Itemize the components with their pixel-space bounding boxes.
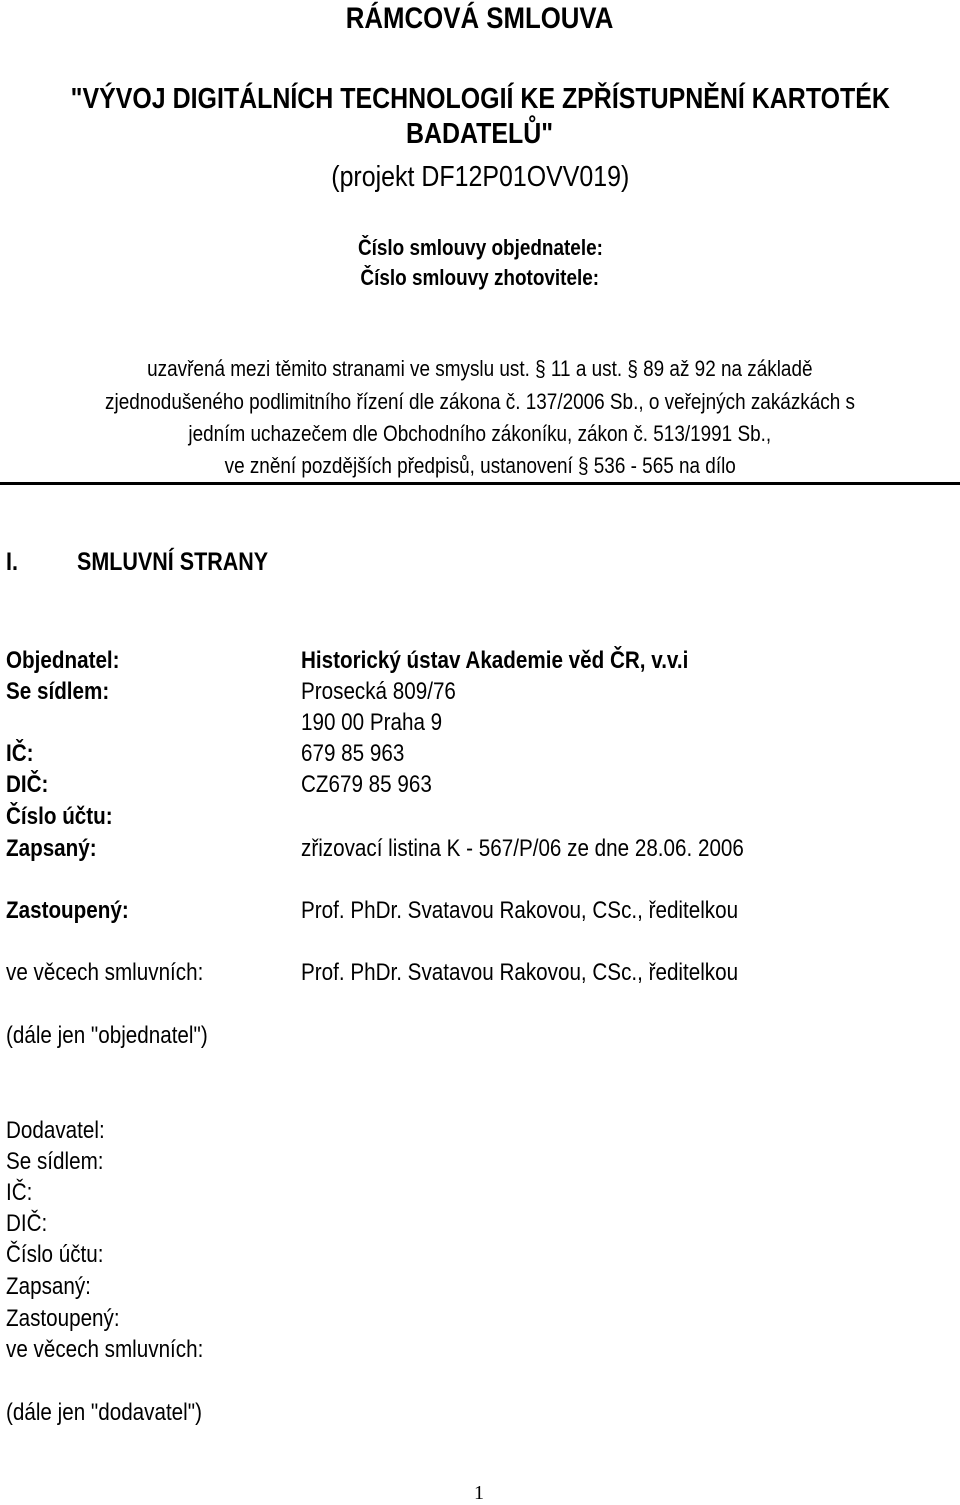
supplier-contract-matters-label: ve věcech smluvních: [6,1336,204,1363]
client-seat-label: Se sídlem: [6,678,110,705]
supplier-ic-label: IČ: [6,1179,33,1206]
intro-line-4: ve znění pozdějších předpisů, ustanovení § 536 - 565 na dílo [224,453,736,478]
client-account-label: Číslo účtu: [6,803,113,830]
intro-line-3: jedním uchazečem dle Obchodního zákoníku, zákon č. 513/1991 Sb., [188,421,772,446]
client-seat-city: 190 00 Praha 9 [301,709,443,736]
horizontal-rule [0,482,960,485]
client-note: (dále jen "objednatel") [6,1022,208,1049]
client-contract-number: Číslo smlouvy objednatele: [357,235,603,260]
supplier-account-label: Číslo účtu: [6,1241,104,1268]
client-dic-label: DIČ: [6,771,49,798]
intro-line-1: uzavřená mezi těmito stranami ve smyslu ust. § 11 a ust. § 89 až 92 na základě [147,356,813,381]
intro-line-2: zjednodušeného podlimitního řízení dle zákona č. 137/2006 Sb., o veřejných zakázkách s [105,389,855,414]
client-registered-label: Zapsaný: [6,835,97,862]
client-registered-value: zřizovací listina K - 567/P/06 ze dne 28.06. 2006 [301,835,744,862]
subject-line-2: BADATELŮ" [406,118,554,150]
client-represented-label: Zastoupený: [6,897,129,924]
supplier-label: Dodavatel: [6,1117,105,1144]
supplier-registered-label: Zapsaný: [6,1273,91,1300]
section-number: I. [6,548,18,576]
contractor-contract-number: Číslo smlouvy zhotovitele: [360,265,600,290]
page-number: 1 [474,1482,484,1504]
subject-line-1: "VÝVOJ DIGITÁLNÍCH TECHNOLOGIÍ KE ZPŘÍSTUPNĚNÍ KARTOTÉK [70,83,890,115]
supplier-dic-label: DIČ: [6,1210,48,1237]
project-code: (projekt DF12P01OVV019) [330,161,630,193]
client-seat-street: Prosecká 809/76 [301,678,456,705]
client-label: Objednatel: [6,647,120,674]
client-represented-value: Prof. PhDr. Svatavou Rakovou, CSc., ředitelkou [301,897,739,924]
client-contract-matters-value: Prof. PhDr. Svatavou Rakovou, CSc., ředitelkou [301,959,739,986]
client-name: Historický ústav Akademie věd ČR, v.v.i [301,647,689,674]
client-dic-value: CZ679 85 963 [301,771,432,798]
supplier-seat-label: Se sídlem: [6,1148,104,1175]
client-ic-value: 679 85 963 [301,740,405,767]
section-title: SMLUVNÍ STRANY [77,548,269,576]
document-title: RÁMCOVÁ SMLOUVA [346,2,614,35]
supplier-represented-label: Zastoupený: [6,1305,120,1332]
supplier-note: (dále jen "dodavatel") [6,1399,202,1426]
client-ic-label: IČ: [6,740,34,767]
client-contract-matters-label: ve věcech smluvních: [6,959,204,986]
